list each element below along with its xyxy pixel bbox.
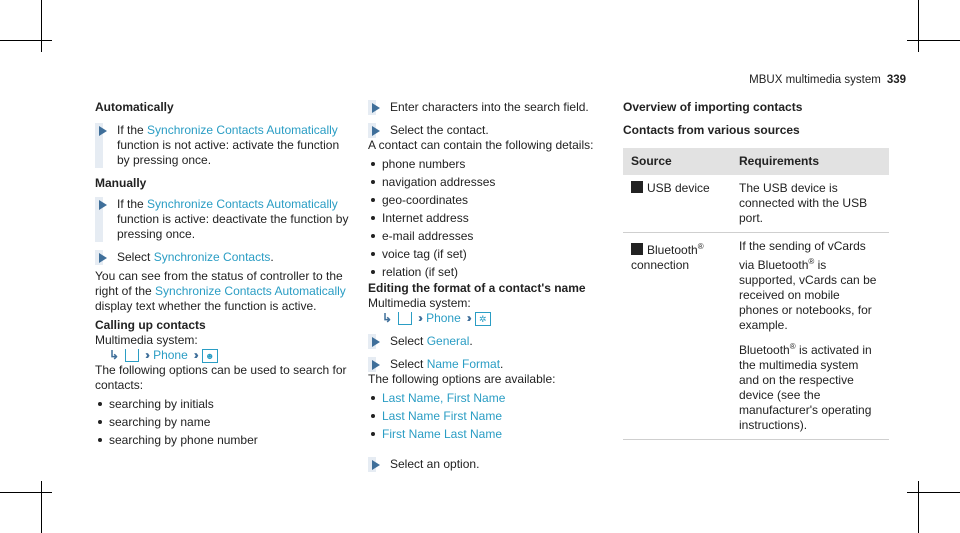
step-arrow-icon [372,126,380,136]
setting-link: General [426,334,470,348]
nav-path [95,348,350,363]
chevron-double-icon: ›› [466,311,469,325]
registered-mark: ® [808,257,815,266]
format-list [368,389,608,443]
nav-turn-arrow-icon: ↳ [109,348,120,362]
req-text: is supported, vCards can be received on mobile phones or notebooks, for example. [739,258,877,332]
step-text: Enter characters into the search field. [390,100,589,114]
nav-phone: Phone [153,348,188,362]
crop-mark [0,40,52,41]
column-3 [623,100,893,440]
list-item: navigation addresses [368,173,608,191]
chevron-double-icon: ›› [145,348,148,362]
details-list [368,155,608,281]
table-row [623,175,889,233]
req-text: is activated in the multimedia system and on the respective device (see the manufacturer's operating instructions). [739,343,872,432]
nav-path [368,311,608,326]
setting-link: Synchronize Contacts Automatically [147,123,338,137]
para-text: You can see from the status of controller to the right of the [95,269,343,298]
crop-mark [918,481,919,533]
crop-mark [0,492,52,493]
step-text: If the [117,197,148,211]
req-para [739,239,881,333]
setting-link: Synchronize Contacts Automatically [155,284,346,298]
step-text: . [500,357,504,371]
multimedia-label: Multimedia system: [368,296,471,310]
source-label: USB device [647,181,710,195]
table-row [623,233,889,440]
registered-mark: ® [789,342,796,351]
step-text: If the [117,123,148,137]
step-arrow-icon [372,460,380,470]
heading-automatically: Automatically [95,100,174,114]
list-item: voice tag (if set) [368,245,608,263]
registered-mark: ® [697,242,704,251]
step-text: function is active: deactivate the function by pressing once. [117,212,349,241]
status-paragraph [95,269,350,314]
setting-link: Synchronize Contacts [153,250,271,264]
list-item: phone numbers [368,155,608,173]
nav-turn-arrow-icon: ↳ [382,311,393,325]
list-item: First Name Last Name [368,425,608,443]
column-2 [368,100,608,472]
setting-link: Synchronize Contacts Automatically [147,197,338,211]
page-number: 339 [886,74,906,86]
list-item: searching by initials [95,395,350,413]
step-text: Select [117,250,154,264]
table-cell [731,233,889,440]
para-text: display text whether the function is active. [95,299,317,313]
heading-sources: Contacts from various sources [623,123,800,137]
step-text: . [270,250,274,264]
bluetooth-icon [631,243,643,255]
step-text: Select [390,334,427,348]
table-header: Source [623,148,731,175]
step-enter-chars [368,100,608,115]
list-item: geo-coordinates [368,191,608,209]
page-header [749,74,906,86]
nav-phone: Phone [426,311,461,325]
req-text: If the sending of vCards via Bluetooth [739,239,866,272]
search-options-intro: The following options can be used to search for contacts: [95,363,347,392]
step-activate [95,123,350,168]
chevron-double-icon: ›› [193,348,196,362]
step-arrow-icon [372,337,380,347]
home-icon [398,312,412,325]
available-intro: The following options are available: [368,372,556,386]
heading-calling-up: Calling up contacts [95,318,206,332]
crop-mark [907,492,960,493]
crop-mark [41,481,42,533]
home-icon [125,349,139,362]
list-item: relation (if set) [368,263,608,281]
step-text: . [469,334,473,348]
step-arrow-icon [99,253,107,263]
heading-manually: Manually [95,176,147,190]
list-item: searching by phone number [95,431,350,449]
heading-edit-format: Editing the format of a contact's name [368,281,586,295]
table-header-row [623,148,889,175]
table-header: Requirements [731,148,889,175]
crop-mark [41,0,42,52]
step-text: Select an option. [390,457,480,471]
source-label: Bluetooth [647,243,698,257]
search-options-list [95,395,350,449]
list-item: e-mail addresses [368,227,608,245]
step-deactivate [95,197,350,242]
sources-table [623,148,889,440]
req-para [739,339,881,433]
step-arrow-icon [99,200,107,210]
step-select-contact [368,123,608,138]
list-item: Last Name First Name [368,407,608,425]
list-item: Last Name, First Name [368,389,608,407]
column-1 [95,100,350,449]
source-label: connection [631,258,690,272]
settings-icon: ✲ [475,312,491,326]
step-select-sync [95,250,350,265]
step-arrow-icon [372,360,380,370]
usb-icon [631,181,643,193]
req-text: Bluetooth [739,343,790,357]
chevron-double-icon: ›› [418,311,421,325]
crop-mark [907,40,960,41]
crop-mark [918,0,919,52]
table-cell: The USB device is connected with the USB port. [731,175,889,233]
contacts-icon: ☻ [202,349,218,363]
header-title: MBUX multimedia system [749,74,881,86]
list-item: searching by name [95,413,350,431]
contain-intro: A contact can contain the following details: [368,138,594,152]
setting-link: Name Format [426,357,501,371]
step-text: function is not active: activate the function by pressing once. [117,138,340,167]
table-cell [623,233,731,440]
step-arrow-icon [372,103,380,113]
step-select-option [368,457,608,472]
table-cell [623,175,731,233]
step-arrow-icon [99,126,107,136]
heading-overview: Overview of importing contacts [623,100,803,114]
list-item: Internet address [368,209,608,227]
step-text: Select the contact. [390,123,489,137]
multimedia-label: Multimedia system: [95,333,198,347]
step-select-general [368,334,608,349]
step-select-name-format [368,357,608,372]
step-text: Select [390,357,427,371]
